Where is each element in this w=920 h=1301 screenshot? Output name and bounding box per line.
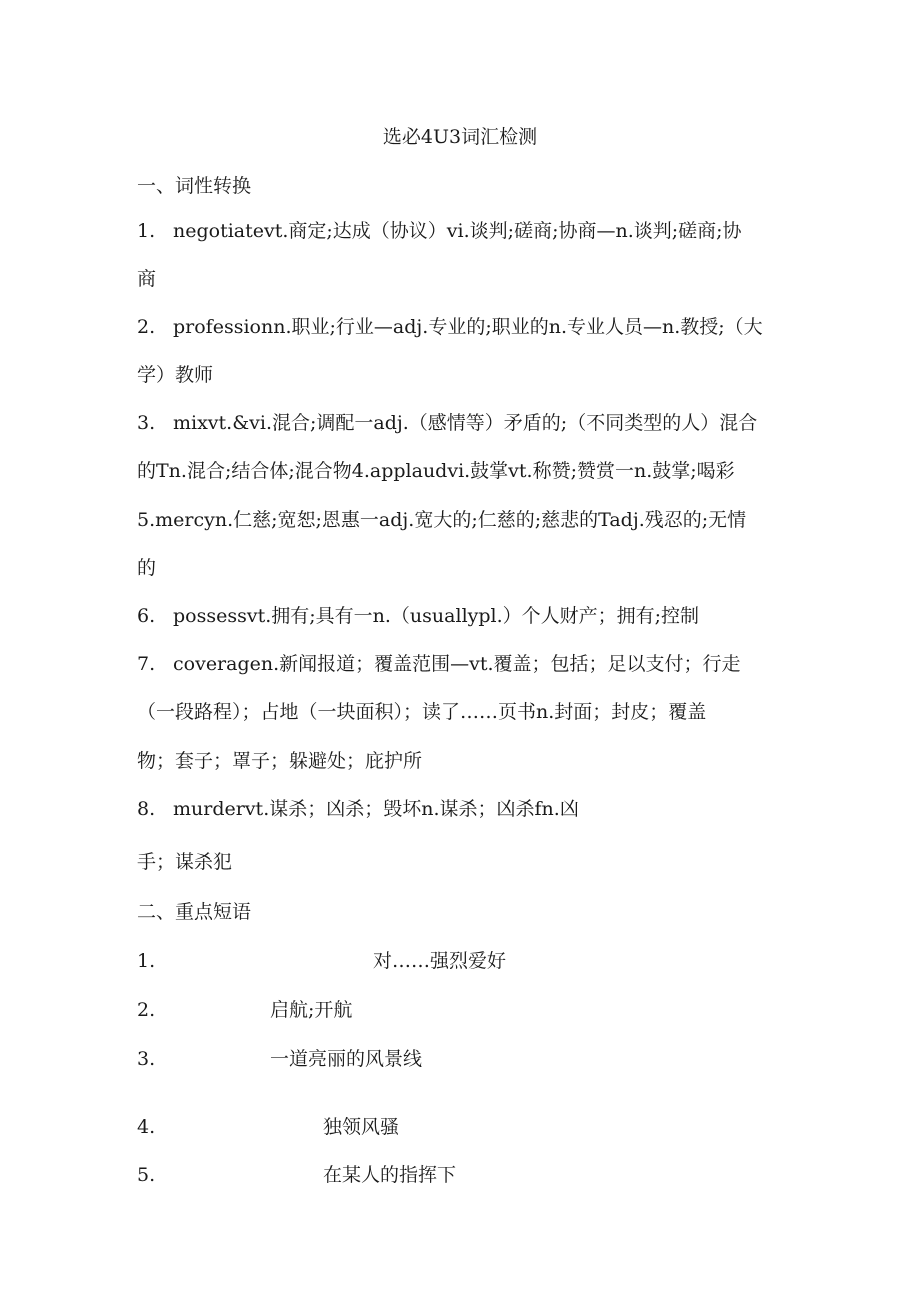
phrase-number: 1. bbox=[137, 950, 156, 972]
vocab-line bbox=[137, 507, 797, 533]
phrase-number: 2. bbox=[137, 999, 156, 1021]
vocab-text: 5.mercyn.仁慈;宽恕;恩惠一adj.宽大的;仁慈的;慈悲的Tadj.残忍的;无情 bbox=[137, 509, 747, 531]
vocab-line bbox=[137, 314, 797, 340]
vocab-line bbox=[137, 218, 797, 244]
vocab-line bbox=[137, 603, 797, 629]
phrase-meaning: 启航;开航 bbox=[270, 999, 353, 1021]
vocab-text: （一段路程）；占地（一块面积）；读了……页书n.封面；封皮；覆盖 bbox=[137, 701, 707, 723]
vocab-text: coveragen.新闻报道；覆盖范围—vt.覆盖；包括；足以支付；行走 bbox=[173, 653, 741, 675]
vocab-line bbox=[137, 748, 797, 774]
phrase-meaning: 一道亮丽的风景线 bbox=[270, 1048, 423, 1070]
section-heading-word-forms: 一、词性转换 bbox=[137, 175, 252, 197]
item-number: 3. bbox=[137, 412, 156, 434]
item-number: 2. bbox=[137, 316, 156, 338]
vocab-text: 物；套子；罩子；躲避处；庇护所 bbox=[137, 750, 423, 772]
item-number: 6. bbox=[137, 605, 156, 627]
phrase-meaning: 对……强烈爱好 bbox=[373, 950, 507, 972]
section-heading-phrases: 二、重点短语 bbox=[137, 901, 252, 923]
item-number: 8. bbox=[137, 798, 156, 820]
vocab-line bbox=[137, 266, 797, 292]
item-number: 7. bbox=[137, 653, 156, 675]
phrase-number: 4. bbox=[137, 1116, 156, 1138]
vocab-text: negotiatevt.商定;达成（协议）vi.谈判;磋商;协商—n.谈判;磋商;协 bbox=[173, 220, 742, 242]
document-title: 选必4U3词汇检测 bbox=[382, 126, 538, 148]
vocab-line bbox=[137, 796, 797, 822]
vocab-text: professionn.职业;行业—adj.专业的;职业的n.专业人员—n.教授;（大 bbox=[173, 316, 763, 338]
phrase-meaning: 在某人的指挥下 bbox=[323, 1164, 457, 1186]
vocab-text: 学）教师 bbox=[137, 364, 214, 386]
vocab-line bbox=[137, 555, 797, 581]
vocab-text: 的 bbox=[137, 557, 157, 579]
vocab-text: murdervt.谋杀；凶杀；毁坏n.谋杀；凶杀fn.凶 bbox=[173, 798, 579, 820]
phrase-number: 5. bbox=[137, 1164, 156, 1186]
vocab-text: possessvt.拥有;具有一n.（usuallypl.）个人财产；拥有;控制 bbox=[173, 605, 700, 627]
vocab-text: mixvt.&vi.混合;调配一adj.（感情等）矛盾的;（不同类型的人）混合 bbox=[173, 412, 758, 434]
phrase-number: 3. bbox=[137, 1048, 156, 1070]
vocab-text: 手；谋杀犯 bbox=[137, 851, 233, 873]
vocab-line bbox=[137, 458, 797, 484]
item-number: 1. bbox=[137, 220, 156, 242]
vocab-line bbox=[137, 410, 797, 436]
vocab-line bbox=[137, 699, 797, 725]
vocab-line bbox=[137, 362, 797, 388]
phrase-meaning: 独领风骚 bbox=[323, 1116, 400, 1138]
vocab-line bbox=[137, 849, 797, 875]
vocab-text: 商 bbox=[137, 268, 157, 290]
vocab-text: 的Tn.混合;结合体;混合物4.applaudvi.鼓掌vt.称赞;赞赏一n.鼓掌;喝彩 bbox=[137, 460, 735, 482]
vocab-line bbox=[137, 651, 797, 677]
